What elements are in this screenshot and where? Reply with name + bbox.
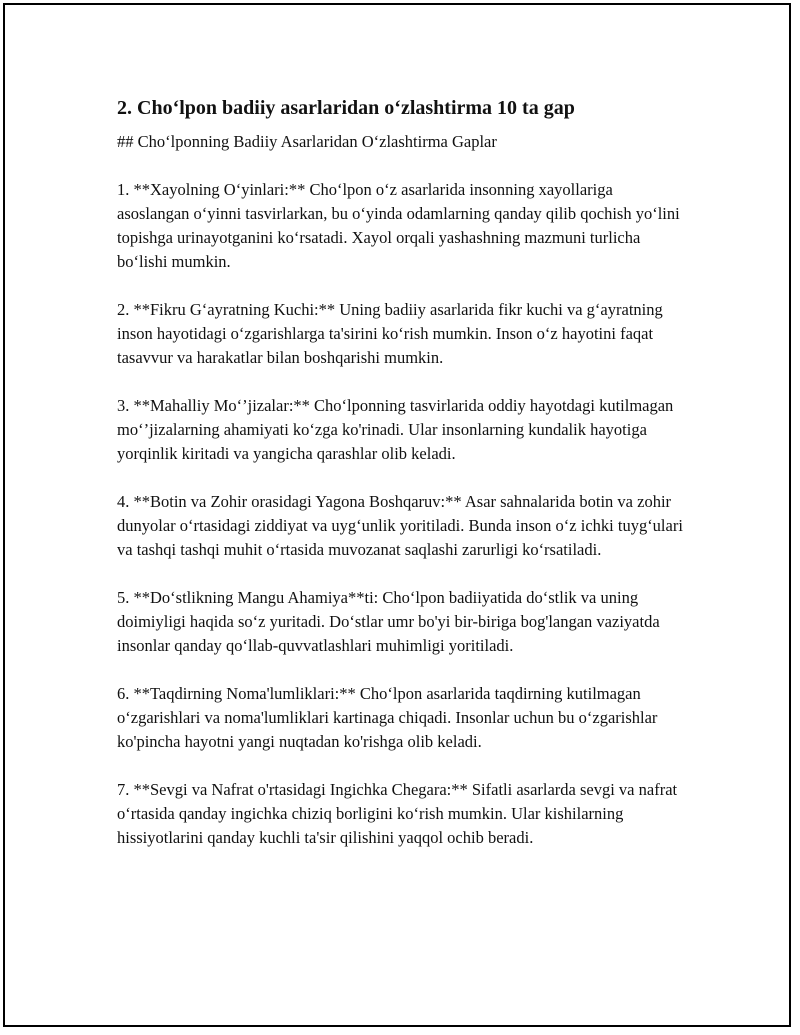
paragraph-1: 1. **Xayolning O‘yinlari:** Cho‘lpon o‘z asarlarida insonning xayollariga asoslangan o‘yinni tasvirlarkan, bu o‘yinda odamlarning qanday qilib qochish yo‘lini topishga urinayotganini ko‘rsatadi. Xayol orqali yashashning mazmuni turlicha bo‘lishi mumkin.: [117, 180, 680, 271]
paragraph-5: 5. **Do‘stlikning Mangu Ahamiya**ti: Cho‘lpon badiiyatida do‘stlik va uning doimiyligi haqida so‘z yuritadi. Do‘stlar umr bo'yi bir-biriga bog'langan vaziyatda insonlar qanday qo‘llab-quvvatlashlari muhimligi yoritiladi.: [117, 588, 660, 655]
paragraph-6: 6. **Taqdirning Noma'lumliklari:** Cho‘lpon asarlarida taqdirning kutilmagan o‘zgarishlari va noma'lumliklari kartinaga chiqadi. Insonlar uchun bu o‘zgarishlar ko'pincha hayotni yangi nuqtadan ko'rishga olib keladi.: [117, 684, 658, 751]
document-body: [117, 94, 687, 874]
document-title: 2. Cho‘lpon badiiy asarlaridan o‘zlashtirma 10 ta gap: [117, 97, 575, 119]
paragraph-3: 3. **Mahalliy Mo‘’jizalar:** Cho‘lponning tasvirlarida oddiy hayotdagi kutilmagan mo‘’jizalarning ahamiyati ko‘zga ko'rinadi. Ular insonlarning kundalik hayotiga yorqinlik kiritadi va yangicha qarashlar olib keladi.: [117, 396, 674, 463]
paragraph-2: 2. **Fikru G‘ayratning Kuchi:** Uning badiiy asarlarida fikr kuchi va g‘ayratning inson hayotidagi o‘zgarishlarga ta'sirini ko‘rish mumkin. Inson o‘z hayotini faqat tasavvur va harakatlar bilan boshqarishi mumkin.: [117, 300, 663, 367]
paragraph-4: 4. **Botin va Zohir orasidagi Yagona Boshqaruv:** Asar sahnalarida botin va zohir dunyolar o‘rtasidagi ziddiyat va uyg‘unlik yoritiladi. Bunda inson o‘z ichki tuyg‘ulari va tashqi tashqi muhit o‘rtasida muvozanat saqlashi zarurligi ko‘rsatiladi.: [117, 492, 683, 559]
paragraph-7: 7. **Sevgi va Nafrat o'rtasidagi Ingichka Chegara:** Sifatli asarlarda sevgi va nafrat o‘rtasida qanday ingichka chiziq borligini ko‘rish mumkin. Ular kishilarning hissiyotlarini qanday kuchli ta'sir qilishini yaqqol ochib beradi.: [117, 780, 678, 847]
document-subheading: ## Cho‘lponning Badiiy Asarlaridan O‘zlashtirma Gaplar: [117, 132, 497, 151]
